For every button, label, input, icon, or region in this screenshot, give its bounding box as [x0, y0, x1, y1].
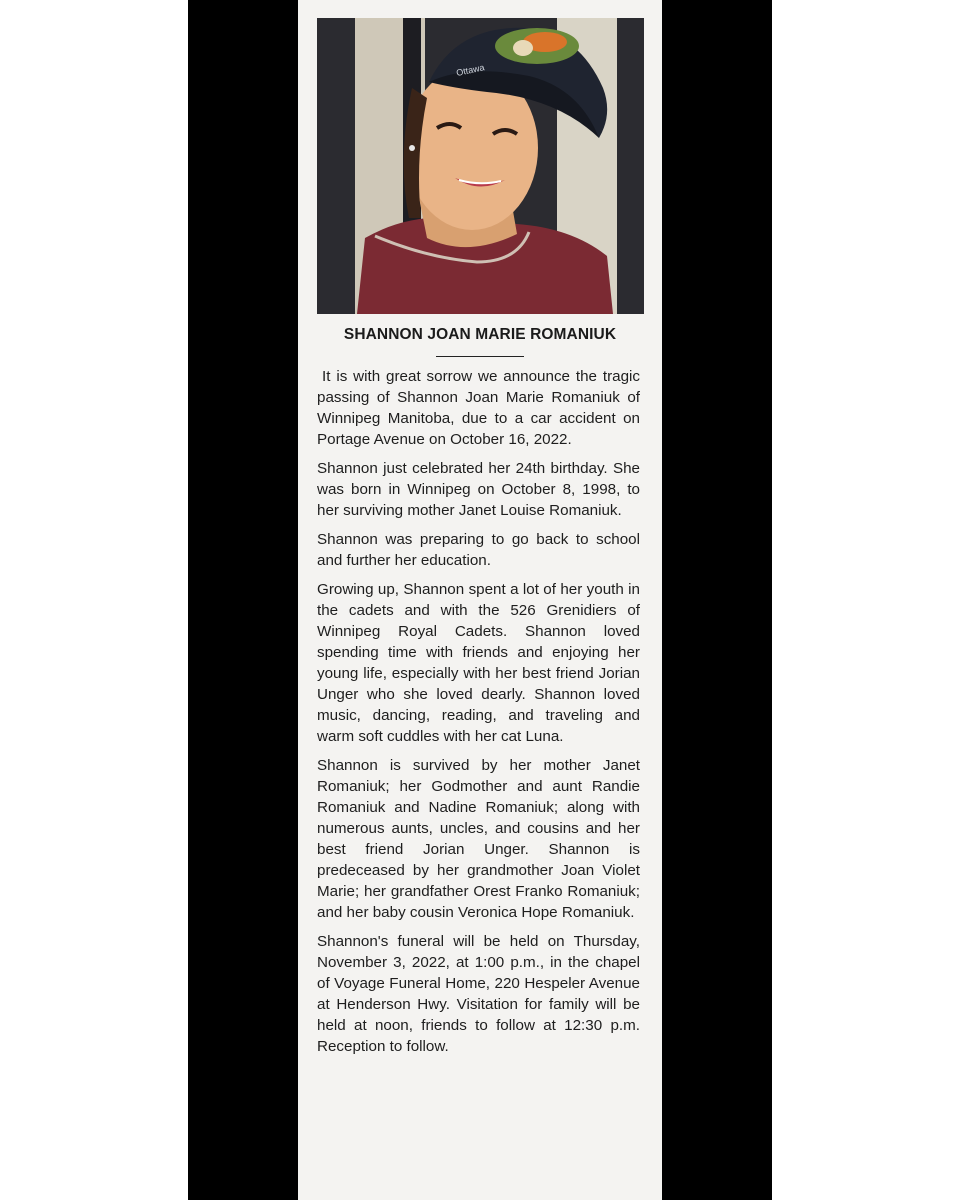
paragraph-birth: Shannon just celebrated her 24th birthday. She was born in Winnipeg on October 8, 1998, to her surviving mother Janet Louise Romaniuk. — [317, 460, 640, 519]
left-black-border — [188, 0, 298, 1200]
deceased-name: SHANNON JOAN MARIE ROMANIUK — [343, 326, 617, 343]
title-divider — [436, 356, 524, 357]
obituary-text — [317, 366, 640, 1065]
svg-text:Ottawa: Ottawa — [455, 62, 486, 78]
right-black-border — [662, 0, 772, 1200]
portrait-photo — [317, 18, 644, 314]
paragraph-announcement: It is with great sorrow we announce the tragic passing of Shannon Joan Marie Romaniuk of Winnipeg Manitoba, due to a car accident on Portage Avenue on October 16, 2022. — [317, 368, 640, 448]
obituary-clipping — [298, 0, 662, 1200]
paragraph-education: Shannon was preparing to go back to school and further her education. — [317, 531, 640, 569]
paragraph-life: Growing up, Shannon spent a lot of her youth in the cadets and with the 526 Grenidiers of Winnipeg Royal Cadets. Shannon loved spending time with friends and enjoying her young life, especially with her best friend Jorian Unger who she loved dearly. Shannon loved music, dancing, reading, and traveling and warm soft cuddles with her cat Luna. — [317, 581, 640, 745]
paragraph-funeral: Shannon's funeral will be held on Thursday, November 3, 2022, at 1:00 p.m., in the chapel of Voyage Funeral Home, 220 Hespeler Avenue at Henderson Hwy. Visitation for family will be held at noon, friends to follow at 12:30 p.m. Reception to follow. — [317, 933, 640, 1055]
paragraph-family: Shannon is survived by her mother Janet Romaniuk; her Godmother and aunt Randie Romaniuk and Nadine Romaniuk; along with numerous aunts, uncles, and cousins and her best friend Jorian Unger. Shannon is predeceased by her grandmother Joan Violet Marie; her grandfather Orest Franko Romaniuk; and her baby cousin Veronica Hope Romaniuk. — [317, 757, 640, 921]
